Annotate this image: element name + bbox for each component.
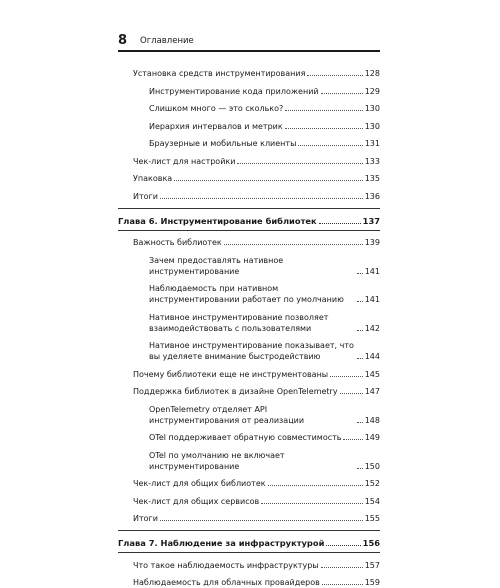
toc-entry-title: Нативное инструментирование позволяет взаимодействовать с пользователями <box>149 312 329 333</box>
toc-entry-page: 137 <box>362 215 380 226</box>
toc-entry-page: 159 <box>364 578 380 587</box>
toc-entry[interactable] <box>118 404 380 426</box>
toc-entry-title: Нативное инструментирование показывает, что вы уделяете внимание быстродействию <box>149 341 354 361</box>
toc-entry-title: Итоги <box>133 514 158 523</box>
toc-entry-title: Наблюдаемость для облачных провайдеров <box>133 578 320 587</box>
toc-entry-page: 145 <box>364 369 380 379</box>
toc-entry-title: Что такое наблюдаемость инфраструктуры <box>133 560 319 570</box>
chapter-separator <box>118 208 380 209</box>
toc-entry[interactable] <box>118 191 380 202</box>
toc-entry-page: 156 <box>362 538 380 548</box>
toc-entry-title: Инструментирование кода приложений <box>149 86 319 96</box>
toc-entry-title: Зачем предоставлять нативное инструментирование <box>149 255 284 276</box>
dot-leader <box>285 110 362 111</box>
toc-entry[interactable] <box>118 103 380 114</box>
running-title: Оглавление <box>140 36 194 46</box>
dot-leader <box>160 520 363 521</box>
toc-entry[interactable] <box>118 237 380 248</box>
toc-entry-page: 150 <box>364 461 380 471</box>
toc-entry-title: Важность библиотек <box>133 238 222 247</box>
toc-entry-page: 133 <box>364 156 380 166</box>
toc-entry-title: OTel поддерживает обратную совместимость <box>149 433 342 442</box>
dot-leader <box>340 393 363 394</box>
table-of-contents <box>118 60 380 588</box>
toc-entry[interactable] <box>118 386 380 397</box>
toc-entry-title: Слишком много — это сколько? <box>149 104 284 113</box>
toc-entry-page: 128 <box>364 69 380 78</box>
dot-leader <box>357 330 363 331</box>
dot-leader <box>224 244 363 245</box>
toc-entry-title: Чек-лист для настройки <box>133 156 236 166</box>
dot-leader <box>343 439 362 440</box>
dot-leader <box>268 485 363 486</box>
toc-entry-page: 136 <box>364 191 380 201</box>
toc-entry-page: 152 <box>364 479 380 488</box>
toc-entry-title: Наблюдаемость при нативном инструментировании работает по умолчанию <box>149 284 344 304</box>
header-rule <box>118 50 380 52</box>
toc-entry-page: 130 <box>364 104 380 113</box>
toc-entry[interactable] <box>118 173 380 184</box>
dot-leader <box>298 145 362 146</box>
dot-leader <box>330 376 363 377</box>
toc-entry-page: 154 <box>364 496 380 506</box>
dot-leader <box>319 223 361 224</box>
toc-entry[interactable] <box>118 340 380 362</box>
toc-entry[interactable] <box>118 283 380 305</box>
toc-entry-page: 144 <box>364 352 380 361</box>
toc-chapter-entry[interactable] <box>118 216 380 227</box>
toc-entry[interactable] <box>118 68 380 79</box>
toc-entry-title: Иерархия интервалов и метрик <box>149 121 283 131</box>
dot-leader <box>322 584 363 585</box>
toc-entry-page: 157 <box>364 560 380 570</box>
toc-entry[interactable] <box>118 432 380 443</box>
dot-leader <box>261 503 363 504</box>
toc-entry[interactable] <box>118 450 380 472</box>
chapter-separator <box>118 230 380 231</box>
toc-entry[interactable] <box>118 312 380 334</box>
toc-entry-page: 155 <box>364 514 380 523</box>
toc-entry-page: 149 <box>364 433 380 442</box>
toc-entry-title: Чек-лист для общих сервисов <box>133 496 260 506</box>
toc-entry-page: 139 <box>364 238 380 247</box>
toc-entry-page: 135 <box>364 174 380 183</box>
toc-entry-title: Установка средств инструментирования <box>133 69 306 78</box>
toc-entry-page: 141 <box>364 266 380 276</box>
toc-entry[interactable] <box>118 86 380 97</box>
toc-entry-title: Глава 7. Наблюдение за инфраструктурой <box>118 538 325 548</box>
dot-leader <box>357 468 363 469</box>
toc-entry-page: 141 <box>364 295 380 304</box>
toc-entry[interactable] <box>118 255 380 277</box>
toc-entry[interactable] <box>118 121 380 132</box>
toc-entry[interactable] <box>118 496 380 507</box>
page-number: 8 <box>118 33 128 48</box>
dot-leader <box>357 273 363 274</box>
toc-entry-page: 142 <box>364 323 380 333</box>
toc-entry[interactable] <box>118 138 380 149</box>
toc-entry-title: Итоги <box>133 191 158 201</box>
toc-entry[interactable] <box>118 560 380 571</box>
toc-entry-title: Чек-лист для общих библиотек <box>133 479 266 488</box>
toc-entry-page: 129 <box>364 86 380 96</box>
dot-leader <box>321 93 363 94</box>
dot-leader <box>307 75 362 76</box>
toc-entry[interactable] <box>118 478 380 489</box>
toc-entry[interactable] <box>118 369 380 380</box>
dot-leader <box>326 545 360 546</box>
toc-entry-page: 148 <box>364 415 380 425</box>
toc-entry-page: 147 <box>364 387 380 396</box>
chapter-separator <box>118 552 380 553</box>
toc-entry-page: 130 <box>364 121 380 131</box>
dot-leader <box>174 180 363 181</box>
dot-leader <box>357 358 363 359</box>
dot-leader <box>160 198 363 199</box>
dot-leader <box>237 163 362 164</box>
toc-entry-title: Поддержка библиотек в дизайне OpenTelemetry <box>133 387 338 396</box>
toc-entry-title: Глава 6. Инструментирование библиотек <box>118 215 317 226</box>
toc-entry-title: Упаковка <box>133 174 173 183</box>
toc-entry[interactable] <box>118 577 380 588</box>
toc-entry-title: OTel по умолчанию не включает инструментирование <box>149 450 285 471</box>
page-header <box>118 33 380 57</box>
dot-leader <box>321 567 363 568</box>
toc-entry[interactable] <box>118 156 380 167</box>
toc-entry-title: Почему библиотеки еще не инструментованы <box>133 369 329 379</box>
toc-entry-title: OpenTelemetry отделяет API инструментирования от реализации <box>149 404 305 425</box>
toc-entry-title: Браузерные и мобильные клиенты <box>149 139 297 148</box>
chapter-separator <box>118 530 380 531</box>
dot-leader <box>357 301 363 302</box>
dot-leader <box>357 422 363 423</box>
toc-entry-page: 131 <box>364 139 380 148</box>
toc-entry[interactable] <box>118 513 380 524</box>
dot-leader <box>285 128 363 129</box>
toc-chapter-entry[interactable] <box>118 538 380 549</box>
